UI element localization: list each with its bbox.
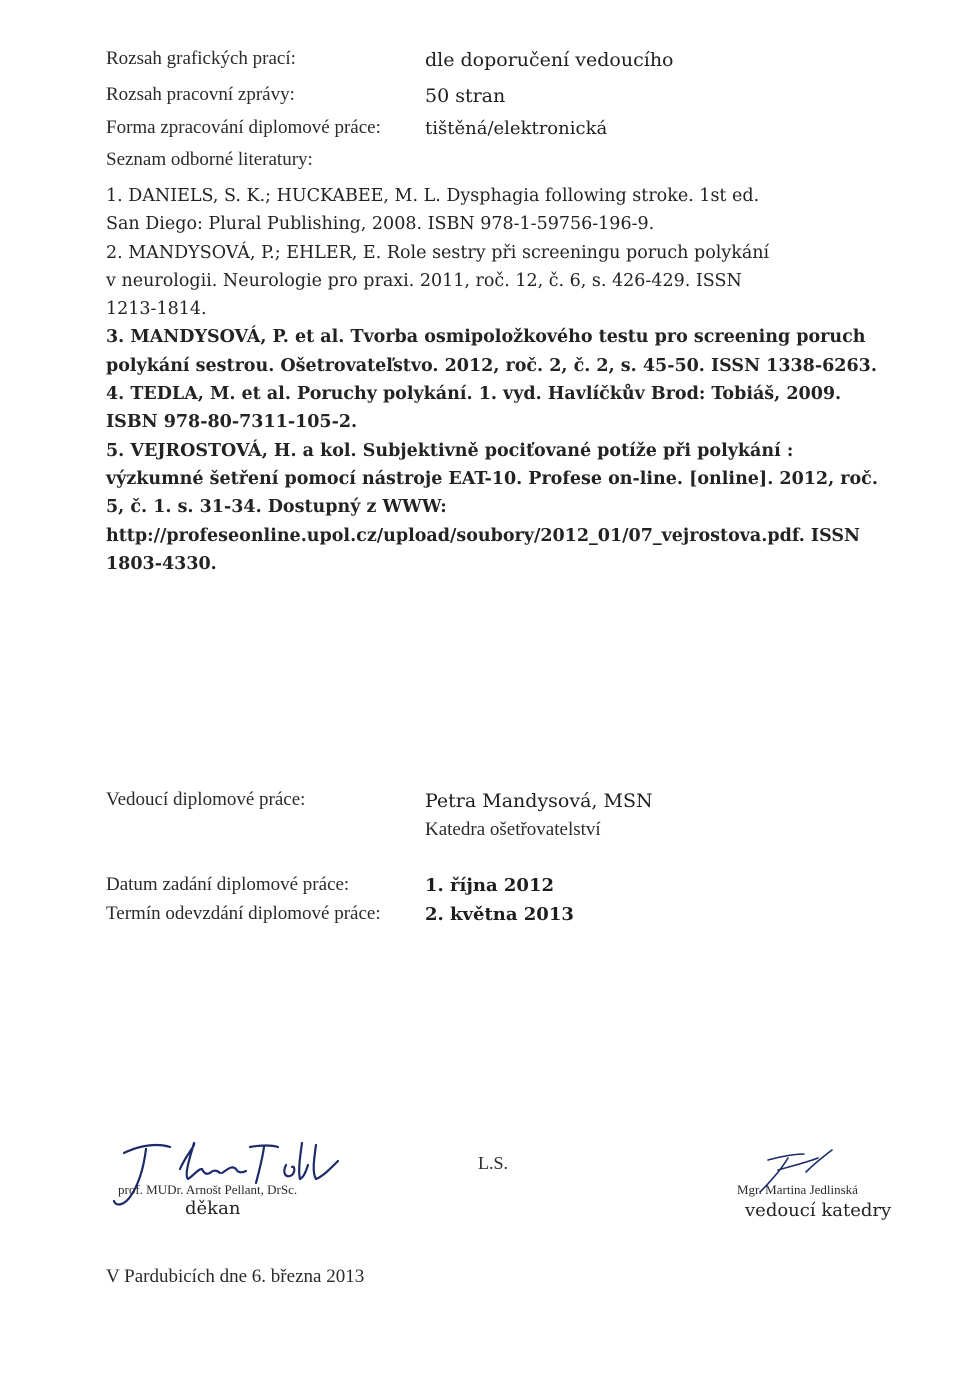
place-and-date: V Pardubicích dne 6. března 2013 <box>106 1266 365 1287</box>
thesis-form-value: tištěná/elektronická <box>425 118 608 139</box>
assignment-date-label: Datum zadání diplomové práce: <box>106 874 350 895</box>
head-role: vedoucí katedry <box>745 1200 892 1221</box>
reference-line: výzkumné šetření pomocí nástroje EAT-10. Profese on-line. [online]. 2012, roč. <box>106 468 878 489</box>
dean-role: děkan <box>185 1198 241 1219</box>
supervisor-name: Petra Mandysová, MSN <box>425 790 653 812</box>
reference-line: 3. MANDYSOVÁ, P. et al. Tvorba osmipoložkového testu pro screening poruch <box>106 327 866 348</box>
reference-line: 1. DANIELS, S. K.; HUCKABEE, M. L. Dysphagia following stroke. 1st ed. <box>106 186 760 206</box>
submission-date-label: Termín odevzdání diplomové práce: <box>106 903 381 924</box>
dean-name: prof. MUDr. Arnošt Pellant, DrSc. <box>118 1182 298 1197</box>
reference-line: polykání sestrou. Ošetrovateľstvo. 2012, roč. 2, č. 2, s. 45-50. ISSN 1338-6263. <box>106 355 877 376</box>
reference-line: v neurologii. Neurologie pro praxi. 2011, roč. 12, č. 6, s. 426-429. ISSN <box>106 270 742 291</box>
reference-line: San Diego: Plural Publishing, 2008. ISBN 978-1-59756-196-9. <box>106 214 655 235</box>
supervisor-department: Katedra ošetřovatelství <box>425 819 601 840</box>
supervisor-label: Vedoucí diplomové práce: <box>106 789 306 810</box>
assignment-date-value: 1. října 2012 <box>425 875 555 896</box>
reference-line: 5. VEJROSTOVÁ, H. a kol. Subjektivně pociťované potíže při polykání : <box>106 440 794 461</box>
submission-date-value: 2. května 2013 <box>425 904 574 925</box>
head-name: Mgr. Martina Jedlinská <box>737 1182 858 1197</box>
graphic-scope-value: dle doporučení vedoucího <box>425 49 674 71</box>
report-scope-label: Rozsah pracovní zprávy: <box>106 84 295 105</box>
reference-line: 2. MANDYSOVÁ, P.; EHLER, E. Role sestry při screeningu poruch polykání <box>106 242 770 263</box>
reference-line: 1213-1814. <box>106 299 207 320</box>
literature-list-label: Seznam odborné literatury: <box>106 149 313 170</box>
reference-list <box>106 182 936 578</box>
report-scope-value: 50 stran <box>425 85 506 107</box>
reference-line: 5, č. 1. s. 31-34. Dostupný z WWW: <box>106 497 447 518</box>
reference-line: ISBN 978-80-7311-105-2. <box>106 412 358 433</box>
reference-line: 1803-4330. <box>106 553 217 574</box>
thesis-form-label: Forma zpracování diplomové práce: <box>106 117 381 138</box>
reference-line: http://profeseonline.upol.cz/upload/soubory/2012_01/07_vejrostova.pdf. ISSN <box>106 525 861 546</box>
stamp-mark: L.S. <box>478 1153 509 1173</box>
reference-line: 4. TEDLA, M. et al. Poruchy polykání. 1. vyd. Havlíčkův Brod: Tobiáš, 2009. <box>106 384 842 405</box>
graphic-scope-label: Rozsah grafických prací: <box>106 48 296 69</box>
